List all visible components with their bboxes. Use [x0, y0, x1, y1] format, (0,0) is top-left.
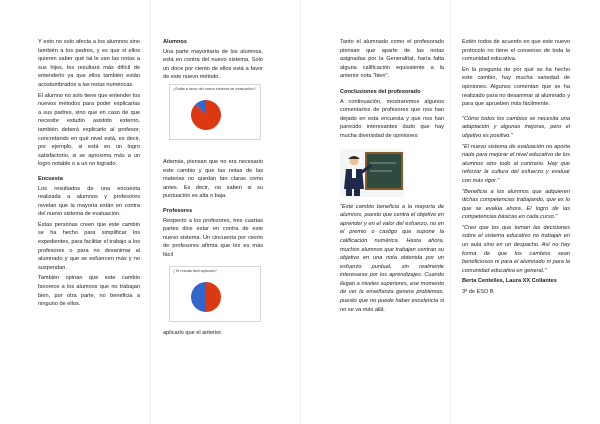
column-divider	[450, 0, 451, 424]
paragraph: Estén todos de acuerdo en que este nuevo protocolo no tiene el consenso de toda la comunidad educativa.	[462, 39, 570, 63]
paragraph: Estas personas creen que este cambio se ha hecho para simplificar los expedientes, para facilitar el trabajo a los profesores o para no desanimar al alumnado y que se esfuercen más y no suspendan.	[38, 221, 140, 271]
paragraph: También opinan que este cambio favorece a los alumnos que no trabajan bien, por otra parte, no beneficia a ninguno de ellos.	[38, 275, 140, 308]
pie-chart-teachers	[170, 267, 260, 321]
section-heading-encuesta: Encuesta	[38, 175, 63, 182]
paragraph: Una parte mayoritaria de los alumnos, está en contra del nuevo sistema. Solo un doce por ciento de ellos está a favor de este nuevo método.	[163, 48, 263, 81]
section-heading-alumnos: Alumnos	[163, 39, 187, 45]
paragraph: Los resultados de una encuesta realizada a alumnos y profesores revelan que la mayoría están en contra del nuevo sistema de evaluación.	[38, 185, 140, 218]
column-divider	[300, 0, 301, 424]
paragraph: Tanto el alumnado como el profesorado piensan que aparte de las notas asignadas por la Generalitat, haría falta alguna calificación equivalente a la anterior nota "bien".	[340, 39, 444, 80]
teacher-illustration	[340, 149, 404, 197]
section-heading-profesores: Profesores	[163, 207, 193, 214]
teacher-quote: "Cómo todos los cambios se necesita una adaptación y algunas mejoras, pero el objetivo es positivo."	[462, 115, 570, 139]
paragraph: Respecto a los profesores, tres cuartas partes dice estar en contra de este nuevo sistema. Un cincuenta por ciento de profesores afirma que les es más fácil	[163, 217, 263, 258]
pie-slice-s-	[206, 282, 221, 312]
paragraph: En la pregunta de por qué se ha hecho este cambio, hay mucha variedad de opiniones. Algunos comentan que se ha realizado para no desanimar al alumnado y para que aprueben más fácilmente.	[462, 66, 570, 108]
chart-title: ¿Estás a favor del nuevo sistema de evaluación?	[173, 86, 256, 91]
column-divider	[150, 0, 151, 424]
teacher-at-blackboard-icon	[340, 149, 404, 197]
paragraph: A continuación, mostraremos algunos comentarios de profesores que nos han dejado en esta encuesta y que nos han parecido interesantes dado que hay mucha diversidad de opiniones:	[340, 98, 444, 139]
pie-chart-card-teachers	[169, 266, 261, 322]
paragraph: Además, piensan que no era necesario este cambio y que las notas de las materias no quedan tan claras como antes. Es decir, no saben si su puntuación es alta o baja.	[163, 158, 263, 200]
pie-chart-students	[170, 85, 260, 139]
teacher-quote: "Creo que los que toman las decisiones sobre el sistema educativo no trabajan en un aula sino en un despacho. Así no hay forma de que los cambios sean beneficiosos ni para el alumnado ni para la comunidad educativa en general."	[462, 224, 570, 274]
teacher-quote: "Este cambio beneficia a la mayoría de alumnos, puesto que centra el objetivo en aprender y en el valor del esfuerzo, no en el premio o castigo que supone la calificación numérica. Hasta ahora, muchos alumnos que trabajan centran su objetivo en una nota obtenida por un esfuerzo puntual, sin realmente interesarse por los aprendizajes. Cuando llegan a niveles superiores, ese momento de ver la enseñanza genera problemas, puesto que no puede haber excelencia si no se va más allá.	[340, 203, 444, 313]
column-2	[163, 0, 263, 424]
teacher-quote: "Beneficia a los alumnos que adquieren dichas competencias trabajando, que es lo que se evalúa ahora. El logro de las competencias básicas en cada curso."	[462, 188, 570, 221]
column-4	[462, 0, 570, 424]
pie-slice-no	[191, 282, 206, 312]
author-names: Berta Centelles, Laura XX Collantes	[462, 278, 557, 285]
pie-chart-card-students	[169, 84, 261, 140]
section-heading-conclusiones: Conclusiones del profesorado	[340, 88, 421, 95]
author-class: 3º de ESO B	[462, 289, 494, 296]
teacher-quote: "El nuevo sistema de evaluación no aporta nada para mejorar el nivel educativo de los alumnos sino todo al contrario. Hay que reforzar la cultura del esfuerzo y evaluar con más rigor."	[462, 143, 570, 184]
column-1	[38, 0, 140, 424]
paragraph: El alumno no solo tiene que entender los nuevos métodos para poder explicarlas a sus padres, sino que en caso de que necesite estudio asistido externo, también deberá explicarlo al profesor, concretando en qué nivel está, es decir, por ejemplo, si está en un logro satisfactorio, si se aproxima más a un logro notable o a un no logrado.	[38, 92, 140, 168]
chart-title: ¿Te resulta fácil aplicarlo?	[173, 268, 217, 273]
column-3	[340, 0, 444, 424]
paragraph: Y esto no solo afecta a los alumnos sino también a los padres, y es que si ellos quieren saber qué tal le van las notas a sus hijos, les resultará más difícil de entenderlo ya que ellos también están acostumbrados a las notas numéricas.	[38, 39, 140, 88]
paragraph: aplicarlo que el anterior.	[163, 329, 223, 336]
